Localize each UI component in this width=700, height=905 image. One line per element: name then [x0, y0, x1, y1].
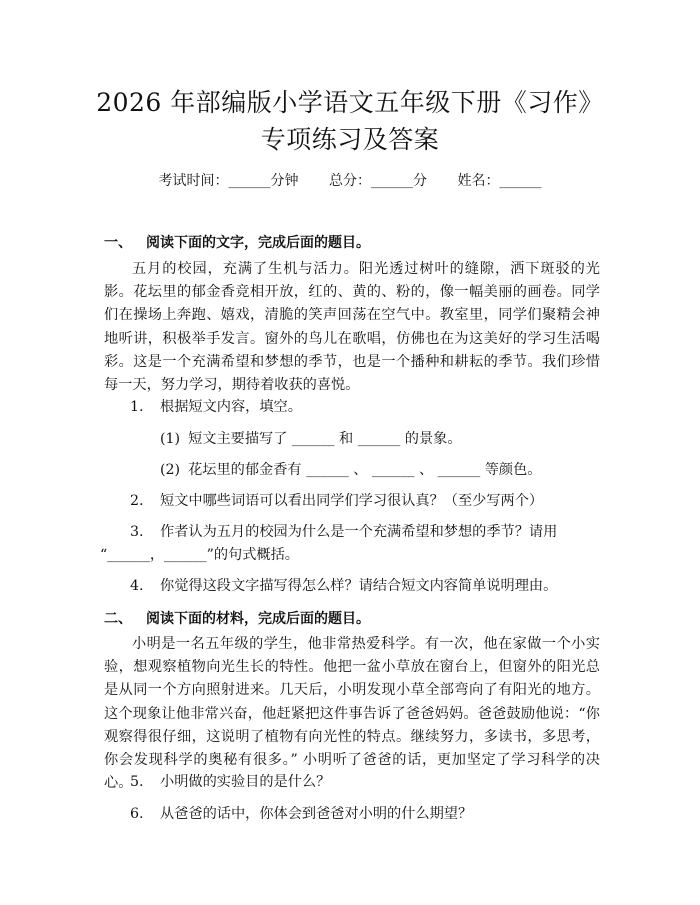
- exam-info: [0, 170, 700, 190]
- question-6-number: 6.: [130, 806, 144, 822]
- question-5-text: 小明做的实验目的是什么？: [160, 774, 331, 790]
- question-3-number: 3.: [130, 524, 144, 540]
- section-1-number: 一、: [104, 235, 132, 251]
- question-4-number: 4.: [130, 578, 144, 594]
- question-4: [104, 575, 600, 598]
- page-title-line1: 2026 年部编版小学语文五年级下册《习作》: [96, 88, 604, 117]
- student-name-field: 姓名：______: [457, 173, 542, 189]
- question-1-text: 根据短文内容，填空。: [160, 399, 302, 415]
- question-1-sub-1-number: (1): [160, 431, 181, 447]
- question-2-text: 短文中哪些词语可以看出同学们学习很认真？（至少写两个）: [160, 493, 544, 509]
- question-1-number: 1.: [130, 399, 144, 415]
- question-1-sub-2: [160, 459, 541, 479]
- question-2-number: 2.: [130, 493, 144, 509]
- exam-time-field: 考试时间：______分钟: [158, 173, 299, 189]
- page-title-line2: 专项练习及答案: [260, 125, 440, 154]
- question-3-continuation: “______，______”的句式概括。: [100, 547, 299, 563]
- question-6: [104, 803, 600, 826]
- total-score-field: 总分：______分: [329, 173, 427, 189]
- question-1-sub-1: [160, 428, 462, 448]
- question-1-sub-2-text: 花坛里的郁金香有 ______ 、 ______ 、 ______ 等颜色。: [188, 462, 542, 478]
- section-1-heading: [104, 232, 370, 252]
- question-5: [104, 771, 600, 794]
- section-2-number: 二、: [104, 611, 132, 627]
- question-1-sub-2-number: (2): [160, 462, 181, 478]
- section-2-heading: [104, 608, 370, 628]
- section-1-title: 阅读下面的文字，完成后面的题目。: [146, 235, 370, 251]
- question-4-text: 你觉得这段文字描写得怎么样？请结合短文内容简单说明理由。: [160, 578, 558, 594]
- question-3-text: 作者认为五月的校园为什么是一个充满希望和梦想的季节？请用: [160, 524, 558, 540]
- question-1-sub-1-text: 短文主要描写了 ______ 和 ______ 的景象。: [188, 431, 462, 447]
- section-1-passage: 五月的校园，充满了生机与活力。阳光透过树叶的缝隙，洒下斑驳的光影。花坛里的郁金香竞相开放，红的、黄的、粉的，像一幅美丽的画卷。同学们在操场上奔跑、嬉戏，清脆的笑声回荡在空气中。教室里，同学们聚精会神地听讲，积极举手发言。窗外的鸟儿在歌唱，仿佛也在为这美好的学习生活喝彩。这是一个充满希望和梦想的季节，也是一个播种和耕耘的季节。我们珍惜每一天，努力学习，期待着收获的喜悦。: [104, 261, 600, 394]
- section-2-passage: 小明是一名五年级的学生，他非常热爱科学。有一次，他在家做一个小实验，想观察植物向光生长的特性。他把一盆小草放在窗台上，但窗外的阳光总是从同一个方向照射进来。几天后，小明发现小草全部弯向了有阳光的地方。这个现象让他非常兴奋，他赶紧把这件事告诉了爸爸妈妈。爸爸鼓励他说：“你观察得很仔细，这说明了植物有向光性的特点。继续努力，多读书，多思考，你会发现科学的奥秘有很多。” 小明听了爸爸的话，更加坚定了学习科学的决心。: [104, 636, 600, 792]
- question-2: [104, 490, 600, 513]
- question-6-text: 从爸爸的话中，你体会到爸爸对小明的什么期望？: [160, 806, 473, 822]
- section-2-title: 阅读下面的材料，完成后面的题目。: [146, 611, 370, 627]
- question-5-number: 5.: [130, 774, 144, 790]
- question-1: [104, 396, 600, 419]
- question-3: [104, 521, 600, 544]
